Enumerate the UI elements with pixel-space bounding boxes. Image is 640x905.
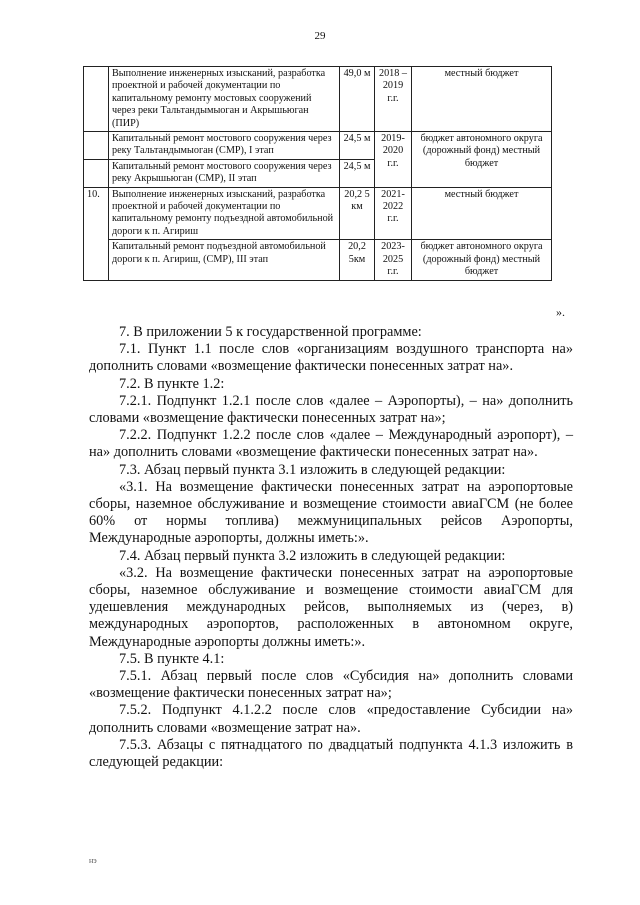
paragraph: 7. В приложении 5 к государственной программе: xyxy=(119,324,422,340)
table-row xyxy=(84,240,552,280)
funding-source: бюджет автономного округа (дорожный фонд) местный бюджет xyxy=(412,132,552,188)
work-volume: 20,2 5км xyxy=(340,240,375,280)
paragraph: 7.1. Пункт 1.1 после слов «организациям воздушного транспорта на» дополнить словами «возмещение фактически понесенных затрат на». xyxy=(89,341,573,375)
paragraph: 7.2.1. Подпункт 1.2.1 после слов «далее – Аэропорты), – на» дополнить словами «возмещение фактически понесенных затрат на»; xyxy=(89,392,573,427)
paragraph: 7.3. Абзац первый пункта 3.1 изложить в следующей редакции: xyxy=(119,461,506,478)
work-years: 2018 – 2019 г.г. xyxy=(375,67,412,132)
row-number xyxy=(84,132,109,160)
paragraph: «3.1. На возмещение фактически понесенных затрат на аэропортовые сборы, наземное обслуживание и возмещение стоимости авиаГСМ (не более 60% от нормы топлива) межмуниципальных рейсов Аэропорты, Международные аэропорты, должны иметь:». xyxy=(89,478,573,547)
table-row xyxy=(84,67,552,132)
work-years: 2021-2022 г.г. xyxy=(375,187,412,240)
work-volume: 20,2 5 км xyxy=(340,187,375,240)
body-text xyxy=(89,324,573,771)
work-description: Капитальный ремонт подъездной автомобильной дороги к п. Агириш, (СМР), III этап xyxy=(109,240,340,280)
work-description: Капитальный ремонт мостового сооружения через реку Акрышьюган (СМР), II этап xyxy=(109,159,340,187)
paragraph: 7.4. Абзац первый пункта 3.2 изложить в следующей редакции: xyxy=(119,547,506,564)
row-number xyxy=(84,159,109,187)
paragraph: 7.5.2. Подпункт 4.1.2.2 после слов «предоставление Субсидии на» дополнить словами «возмещение затрат на». xyxy=(89,702,573,736)
works-table xyxy=(83,66,552,281)
row-number: 10. xyxy=(84,187,109,280)
work-description: Выполнение инженерных изысканий, разработка проектной и рабочей документации по капитальному ремонту подъездной автомобильной дороги к п. Агириш xyxy=(109,187,340,240)
work-years: 2019-2020 г.г. xyxy=(375,132,412,188)
closing-quote-mark: ». xyxy=(556,305,565,319)
paragraph: 7.5.1. Абзац первый после слов «Субсидия на» дополнить словами «возмещение фактически понесенных затрат на»; xyxy=(89,668,573,702)
page-number: 29 xyxy=(314,30,326,42)
work-volume: 24,5 м xyxy=(340,159,375,187)
paragraph: 7.5.3. Абзацы с пятнадцатого по двадцатый подпункта 4.1.3 изложить в следующей редакции: xyxy=(89,736,573,771)
paragraph: «3.2. На возмещение фактически понесенных затрат на аэропортовые сборы, наземное обслуживание и возмещение стоимости авиаГСМ для удешевления международных рейсов, выполняемых из (через, в) международных аэропортов, расположенных в автономном округе, Международные аэропорты должны иметь:». xyxy=(89,564,573,650)
document-code-mark: нэ xyxy=(89,856,97,865)
paragraph: 7.2. В пункте 1.2: xyxy=(119,375,225,392)
paragraph: 7.5. В пункте 4.1: xyxy=(119,650,225,667)
paragraph: 7.2.2. Подпункт 1.2.2 после слов «далее – Международный аэропорт), – на» дополнить словами «возмещение фактически понесенных затрат на». xyxy=(89,427,573,461)
table-row xyxy=(84,187,552,240)
work-description: Капитальный ремонт мостового сооружения через реку Тальтандымыоган (СМР), I этап xyxy=(109,132,340,160)
row-number xyxy=(84,67,109,132)
work-volume: 49,0 м xyxy=(340,67,375,132)
funding-source: местный бюджет xyxy=(412,187,552,240)
work-description: Выполнение инженерных изысканий, разработка проектной и рабочей документации по капитальному ремонту мостовых сооружений через реки Тальтандымыоган и Акрышьюган (ПИР) xyxy=(109,67,340,132)
work-years: 2023-2025 г.г. xyxy=(375,240,412,280)
work-volume: 24,5 м xyxy=(340,132,375,160)
funding-source: местный бюджет xyxy=(412,67,552,132)
funding-source: бюджет автономного округа (дорожный фонд) местный бюджет xyxy=(412,240,552,280)
table-row xyxy=(84,132,552,160)
